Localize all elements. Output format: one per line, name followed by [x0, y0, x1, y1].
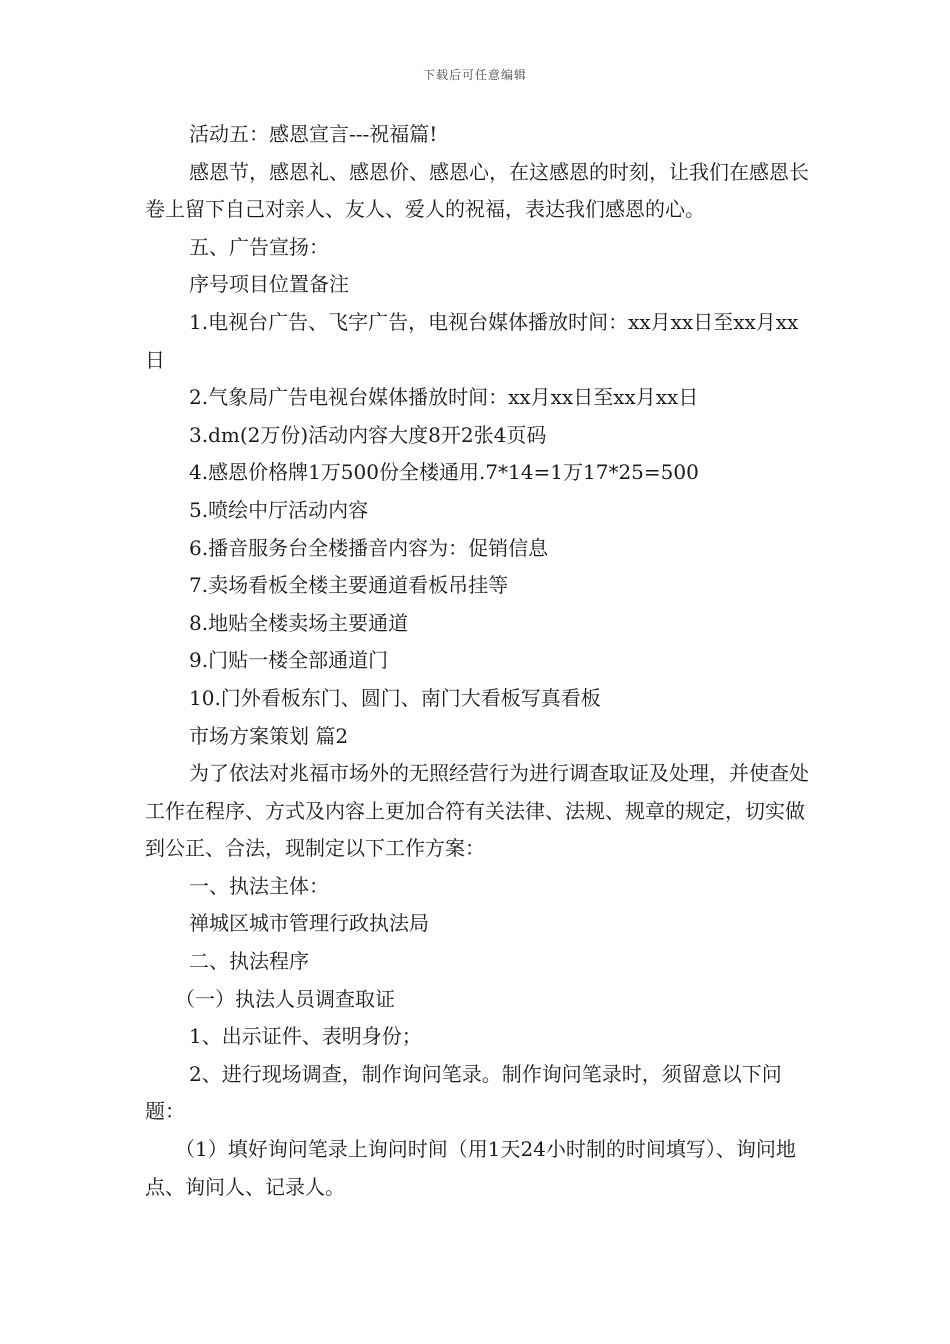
paragraph-thanksgiving: 感恩节，感恩礼、感恩价、感恩心，在这感恩的时刻，让我们在感恩长卷上留下自己对亲人、友人、爱人的祝福，表达我们感恩的心。	[145, 159, 809, 222]
list-item: 10.门外看板东门、圆门、南门大看板写真看板	[189, 685, 601, 710]
list-item: 6.播音服务台全楼播音内容为：促销信息	[189, 535, 549, 560]
list-item: 5.喷绘中厅活动内容	[189, 497, 369, 522]
section-title: 市场方案策划 篇2	[189, 723, 349, 748]
list-item: （1）填好询问笔录上询问时间（用1天24小时制的时间填写）、询问地点、询问人、记录人。	[145, 1137, 796, 1199]
list-item: 9.门贴一楼全部通道门	[189, 648, 389, 673]
list-item: 3.dm(2万份)活动内容大度8开2张4页码	[189, 422, 547, 447]
heading-advertising: 五、广告宣扬：	[189, 234, 329, 259]
list-item: 7.卖场看板全楼主要通道看板吊挂等	[189, 573, 509, 598]
heading-enforcement-procedure: 二、执法程序	[189, 949, 309, 974]
list-item: 8.地贴全楼卖场主要通道	[189, 610, 409, 635]
paragraph-bureau: 禅城区城市管理行政执法局	[189, 911, 429, 936]
list-item: 2.气象局广告电视台媒体播放时间：xx月xx日至xx月xx日	[189, 385, 699, 410]
list-item: 1、出示证件、表明身份；	[189, 1024, 422, 1049]
page-header: 下载后可任意编辑	[422, 68, 527, 82]
document-body	[145, 116, 810, 1206]
list-item: 1.电视台广告、飞字广告，电视台媒体播放时间：xx月xx日至xx月xx日	[145, 309, 799, 372]
table-header-line: 序号项目位置备注	[189, 272, 349, 297]
heading-enforcement-subject: 一、执法主体：	[189, 873, 329, 898]
paragraph-activity-five: 活动五：感恩宣言---祝福篇!	[189, 122, 438, 146]
list-item: 4.感恩价格牌1万500份全楼通用.7*14=1万17*25=500	[189, 460, 699, 485]
subheading-investigation: （一）执法人员调查取证	[175, 986, 395, 1011]
paragraph-intro: 为了依法对兆福市场外的无照经营行为进行调查取证及处理，并使查处工作在程序、方式及内容上更加合符有关法律、法规、规章的规定，切实做到公正、合法，现制定以下工作方案：	[145, 761, 809, 861]
list-item: 2、进行现场调查，制作询问笔录。制作询问笔录时，须留意以下问题：	[145, 1061, 782, 1124]
